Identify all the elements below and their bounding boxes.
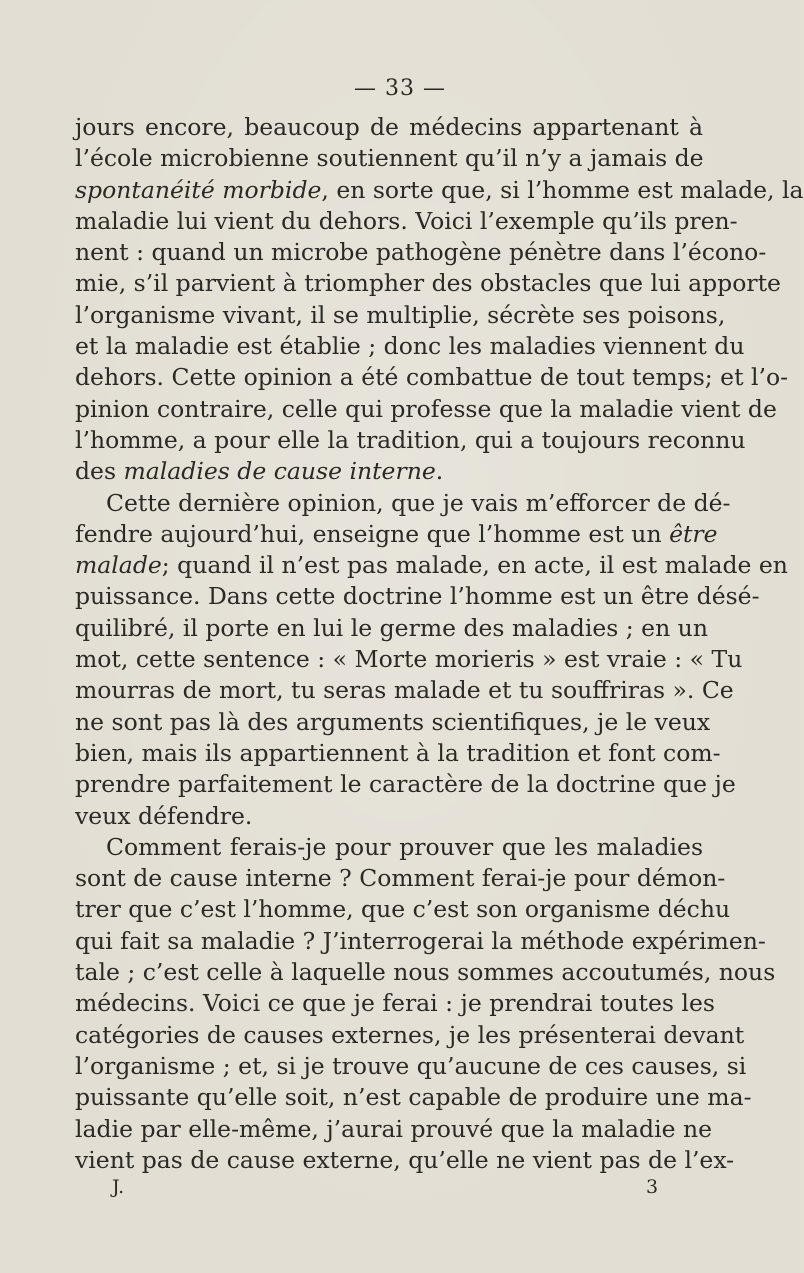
text-run: quilibré, il porte en lui le germe des maladies ; en un <box>75 613 708 642</box>
text-line <box>75 268 781 299</box>
text-run: catégories de causes externes, je les présenterai devant <box>75 1020 745 1049</box>
text-line <box>75 331 745 362</box>
text-line <box>75 613 708 644</box>
text-run: ne sont pas là des arguments scientifiques, je le veux <box>75 707 711 736</box>
text-line <box>75 1145 735 1176</box>
text-line <box>75 801 703 832</box>
text-run: l’homme, a pour elle la tradition, qui a toujours reconnu <box>75 425 746 454</box>
text-run: vient pas de cause externe, qu’elle ne vient pas de l’ex- <box>75 1145 735 1174</box>
text-run: Cette dernière opinion, que je vais m’efforcer de dé- <box>106 488 731 517</box>
text-run: et la maladie est établie ; donc les maladies viennent du <box>75 332 745 361</box>
text-line <box>75 550 788 581</box>
text-line <box>75 894 731 925</box>
text-run: sont de cause interne ? Comment ferai-je pour démon- <box>75 864 726 893</box>
body-text <box>75 112 804 1176</box>
italic-phrase: malade <box>75 551 162 580</box>
text-run: mie, s’il parvient à triompher des obstacles que lui apporte <box>75 269 781 298</box>
text-line <box>75 519 718 550</box>
text-line <box>75 581 760 612</box>
text-line <box>75 988 715 1019</box>
text-run: nent : quand un microbe pathogène pénètre dans l’écono- <box>75 238 767 267</box>
text-line <box>75 206 738 237</box>
text-run: jours encore, beaucoup de médecins appartenant à <box>75 113 703 141</box>
text-run: bien, mais ils appartiennent à la tradition et font com- <box>75 738 721 767</box>
text-line <box>75 425 746 456</box>
text-run: , en sorte que, si l’homme est malade, la <box>321 175 804 204</box>
italic-phrase: être <box>669 519 718 548</box>
text-line <box>75 707 711 738</box>
text-run: l’école microbienne soutiennent qu’il n’y a jamais de <box>75 144 704 173</box>
text-line <box>75 926 766 957</box>
text-run: dehors. Cette opinion a été combattue de tout temps; et l’o- <box>75 363 789 392</box>
text-line <box>75 769 736 800</box>
text-run: mot, cette sentence : « Morte morieris » est vraie : « Tu <box>75 645 743 674</box>
text-run: . <box>435 457 444 486</box>
text-line <box>75 738 721 769</box>
text-run: pinion contraire, celle qui professe que la maladie vient de <box>75 394 777 423</box>
text-line <box>75 863 726 894</box>
text-line <box>75 362 789 393</box>
text-line <box>75 1114 713 1145</box>
text-run: trer que c’est l’homme, que c’est son organisme déchu <box>75 895 731 924</box>
text-run: médecins. Voici ce que je ferai : je prendrai toutes les <box>75 989 715 1018</box>
sheet-number: 3 <box>646 1176 659 1198</box>
text-run: fendre aujourd’hui, enseigne que l’homme est un <box>75 519 670 548</box>
signature-mark: J. <box>112 1176 125 1198</box>
text-run: Comment ferais-je pour prouver que les maladies <box>106 832 703 861</box>
text-run: des <box>75 457 124 486</box>
text-run: puissance. Dans cette doctrine l’homme est un être désé- <box>75 582 760 611</box>
text-line <box>75 300 726 331</box>
text-line <box>75 112 703 143</box>
text-line <box>75 394 777 425</box>
italic-phrase: spontanéité morbide <box>75 175 322 204</box>
text-line <box>75 675 734 706</box>
text-line <box>75 1082 752 1113</box>
text-line <box>75 456 703 487</box>
text-line <box>75 488 731 519</box>
text-run: ladie par elle-même, j’aurai prouvé que la maladie ne <box>75 1114 713 1143</box>
text-run: l’organisme ; et, si je trouve qu’aucune de ces causes, si <box>75 1051 747 1080</box>
text-line <box>75 1051 747 1082</box>
text-run: prendre parfaitement le caractère de la doctrine que je <box>75 770 736 799</box>
text-line <box>75 644 743 675</box>
text-line <box>75 237 767 268</box>
text-line <box>75 957 776 988</box>
text-run: veux défendre. <box>75 801 253 830</box>
italic-phrase: maladies de cause interne <box>123 457 436 486</box>
text-run: ; quand il n’est pas malade, en acte, il est malade en <box>161 551 788 580</box>
text-run: puissante qu’elle soit, n’est capable de produire une ma- <box>75 1083 752 1112</box>
text-line <box>75 143 703 174</box>
text-run: qui fait sa maladie ? J’interrogerai la méthode expérimen- <box>75 926 766 955</box>
text-line <box>75 832 703 863</box>
text-run: mourras de mort, tu seras malade et tu souffriras ». Ce <box>75 676 734 705</box>
page-number: — 33 — <box>354 76 446 101</box>
text-run: tale ; c’est celle à laquelle nous sommes accoutumés, nous <box>75 958 776 987</box>
text-run: l’organisme vivant, il se multiplie, sécrète ses poisons, <box>75 300 726 329</box>
text-run: maladie lui vient du dehors. Voici l’exemple qu’ils pren- <box>75 206 738 235</box>
text-line <box>75 1020 745 1051</box>
text-line <box>75 175 804 206</box>
